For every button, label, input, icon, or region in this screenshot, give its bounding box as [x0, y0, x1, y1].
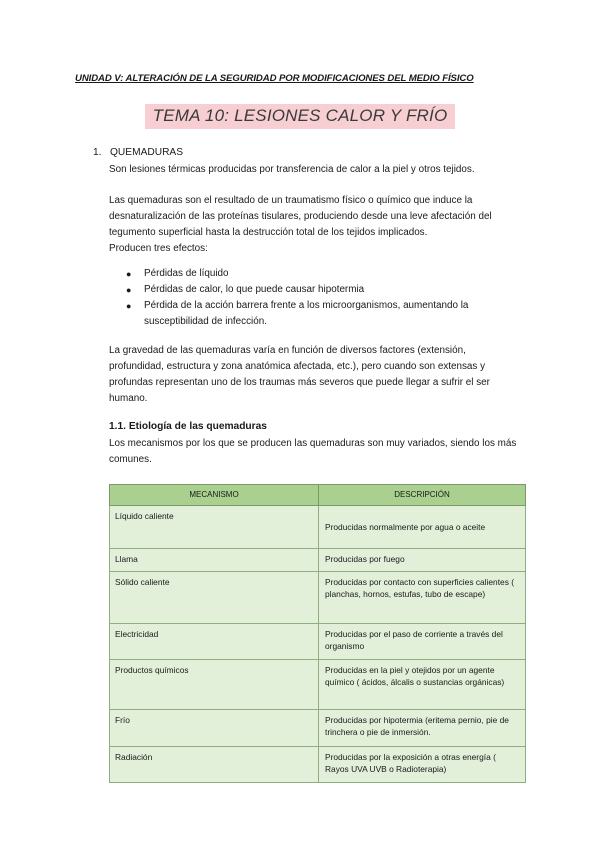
- description-cell: Producidas por la exposición a otras energía ( Rayos UVA UVB o Radioterapia): [319, 747, 526, 783]
- section-number: 1.: [93, 147, 102, 158]
- table-row: [110, 572, 526, 624]
- effects-list: [124, 266, 524, 330]
- mechanism-cell: Frío: [110, 710, 319, 747]
- description-cell: Producidas normalmente por agua o aceite: [319, 506, 526, 549]
- tema-title: TEMA 10: LESIONES CALOR Y FRÍO: [145, 104, 456, 129]
- table-row: [110, 624, 526, 660]
- subsection-intro-line: Los mecanismos por los que se producen las quemaduras son muy variados, siendo los más: [109, 438, 517, 449]
- section-heading: [93, 147, 183, 158]
- definition-line: Las quemaduras son el resultado de un traumatismo físico o químico que induce la: [109, 195, 473, 206]
- etiology-table: [109, 484, 526, 783]
- list-item: ● Pérdida de la acción barrera frente a los microorganismos, aumentando la: [124, 298, 524, 314]
- mechanism-cell: Líquido caliente: [110, 506, 319, 549]
- definition-line: tegumento superficial hasta la destrucción total de los tejidos implicados.: [109, 227, 428, 238]
- subsection-intro: [109, 436, 529, 468]
- mechanism-cell: Electricidad: [110, 624, 319, 660]
- list-item-continuation: susceptibilidad de infección.: [144, 316, 267, 327]
- severity-line: humano.: [109, 393, 148, 404]
- severity-paragraph: [109, 343, 529, 407]
- table-row: [110, 549, 526, 572]
- mechanism-cell: Productos químicos: [110, 660, 319, 710]
- list-item: ● Pérdidas de calor, lo que puede causar hipotermia: [124, 282, 524, 298]
- definition-line: Producen tres efectos:: [109, 243, 208, 254]
- description-cell: Producidas por fuego: [319, 549, 526, 572]
- bullet-icon: ●: [126, 285, 132, 295]
- mechanism-cell: Llama: [110, 549, 319, 572]
- subsection-intro-line: comunes.: [109, 454, 152, 465]
- mechanism-cell: Radiación: [110, 747, 319, 783]
- severity-line: profundas representan uno de los traumas más severos que puede llegar a sufrir el ser: [109, 377, 490, 388]
- bullet-icon: ●: [126, 301, 132, 311]
- table-row: [110, 660, 526, 710]
- column-header-description: DESCRIPCIÓN: [319, 485, 526, 506]
- definition-paragraph: [109, 193, 529, 257]
- section-intro: Son lesiones térmicas producidas por transferencia de calor a la piel y otros tejidos.: [109, 164, 475, 175]
- section-title: QUEMADURAS: [110, 147, 184, 158]
- table-row: [110, 506, 526, 549]
- bullet-icon: ●: [126, 269, 132, 279]
- subsection-title: 1.1. Etiología de las quemaduras: [109, 421, 267, 432]
- tema-title-wrapper: [0, 104, 600, 129]
- table-header-row: [110, 485, 526, 506]
- table-row: [110, 747, 526, 783]
- description-cell: Producidas por el paso de corriente a través del organismo: [319, 624, 526, 660]
- severity-line: profundidad, estructura y zona anatómica afectada, etc.), pero cuando son extensas y: [109, 361, 486, 372]
- description-cell: Producidas por hipotermia (eritema pernio, pie de trinchera o pie de inmersión.: [319, 710, 526, 747]
- severity-line: La gravedad de las quemaduras varía en función de diversos factores (extensión,: [109, 345, 466, 356]
- mechanism-cell: Sólido caliente: [110, 572, 319, 624]
- list-item: ● Pérdidas de líquido: [124, 266, 524, 282]
- column-header-mechanism: MECANISMO: [110, 485, 319, 506]
- table-row: [110, 710, 526, 747]
- description-cell: Producidas por contacto con superficies calientes ( planchas, hornos, estufas, tubo de escape): [319, 572, 526, 624]
- description-cell: Producidas en la piel y otejidos por un agente químico ( ácidos, álcalis o sustancias orgánicas): [319, 660, 526, 710]
- definition-line: desnaturalización de las proteínas tisulares, produciendo desde una leve afectación del: [109, 211, 492, 222]
- unit-header: UNIDAD V: ALTERACIÓN DE LA SEGURIDAD POR MODIFICACIONES DEL MEDIO FÍSICO: [75, 73, 474, 84]
